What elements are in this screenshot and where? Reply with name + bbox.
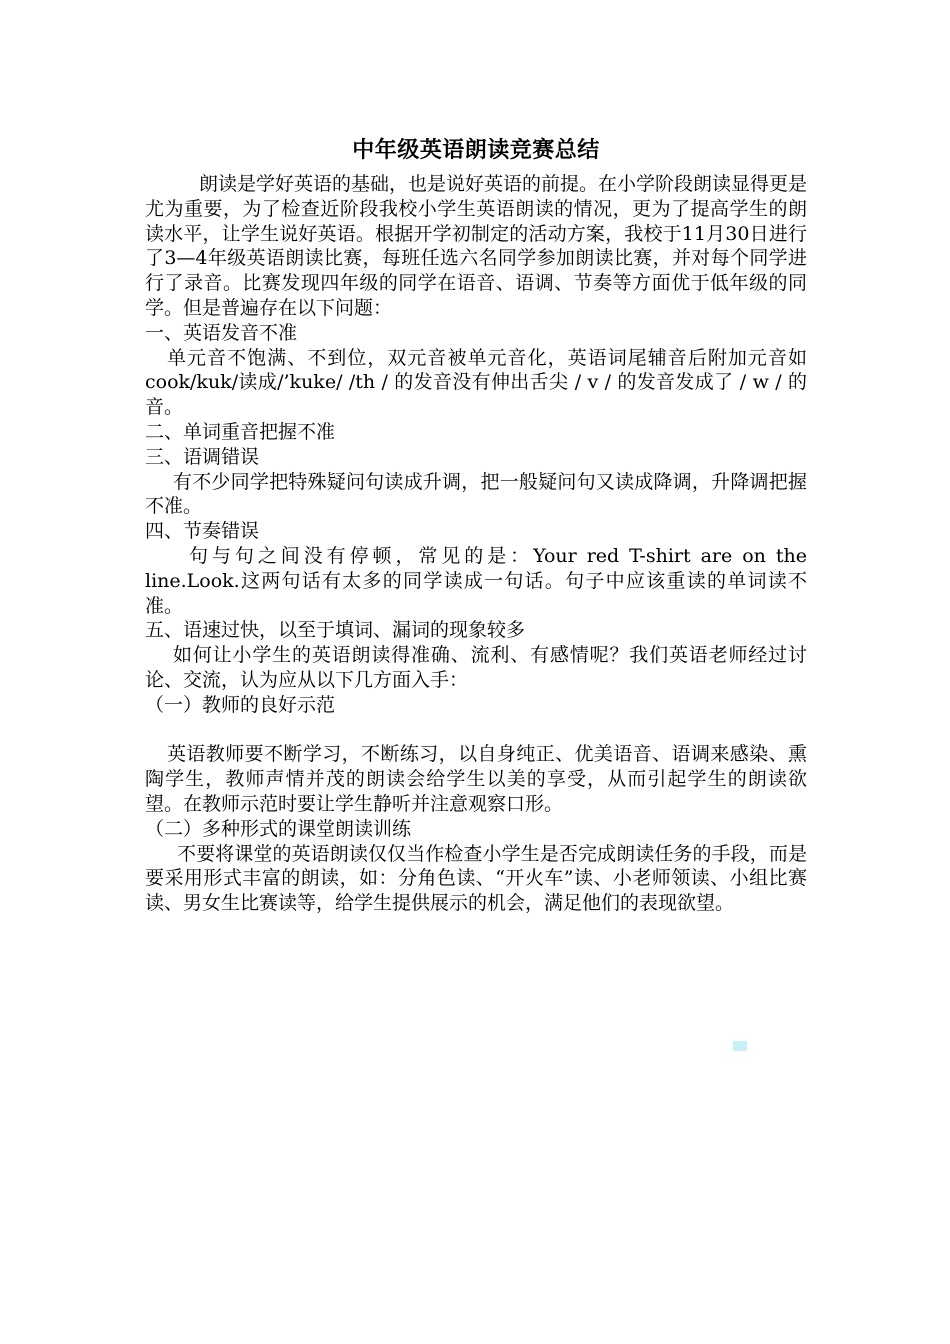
section-heading-5: 五、语速过快，以至于填词、漏词的现象较多 [145, 619, 526, 642]
section-1-body: 单元音不饱满、不到位，双元音被单元音化，英语词尾辅音后附加元音如cook/kuk/读成/’kuke/ /th / 的发音没有伸出舌尖 / v / 的发音发成了 / w / 的音。 [145, 346, 807, 419]
document-page [145, 128, 807, 916]
section-heading-2: 二、单词重音把握不准 [145, 420, 336, 443]
section-4-body: 句与句之间没有停顿，常见的是：Your red T-shirt are on the line.Look.这两句话有太多的同学读成一句话。句子中应该重读的单词读不准。 [145, 544, 807, 617]
section-3-body: 有不少同学把特殊疑问句读成升调，把一般疑问句又读成降调，升降调把握不准。 [145, 470, 807, 518]
methods-intro: 如何让小学生的英语朗读得准确、流利、有感情呢？我们英语老师经过讨论、交流，认为应从以下几方面入手： [145, 644, 807, 691]
section-heading-1: 一、英语发音不准 [145, 321, 298, 344]
intro-paragraph: 朗读是学好英语的基础，也是说好英语的前提。在小学阶段朗读显得更是尤为重要，为了检查近阶段我校小学生英语朗读的情况，更为了提高学生的朗读水平，让学生说好英语。根据开学初制定的活动方案，我校于11月30日进行了3—4年级英语朗读比赛，每班任选六名同学参加朗读比赛，并对每个同学进行了录音。比赛发现四年级的同学在语音、语调、节奏等方面优于低年级的同学。但是普遍存在以下问题： [145, 173, 808, 319]
document-title: 中年级英语朗读竞赛总结 [352, 137, 600, 163]
method-1-body: 英语教师要不断学习，不断练习，以自身纯正、优美语音、语调来感染、熏陶学生，教师声情并茂的朗读会给学生以美的享受，从而引起学生的朗读欲望。在教师示范时要让学生静听并注意观察口形。 [145, 743, 807, 815]
section-heading-4: 四、节奏错误 [145, 520, 260, 543]
blank-line [145, 718, 807, 743]
highlight-marker [733, 1041, 747, 1051]
section-heading-3: 三、语调错误 [145, 445, 260, 468]
method-2-body: 不要将课堂的英语朗读仅仅当作检查小学生是否完成朗读任务的手段，而是要采用形式丰富的朗读，如：分角色读、“开火车”读、小老师领读、小组比赛读、男女生比赛读等，给学生提供展示的机会，满足他们的表现欲望。 [145, 842, 807, 915]
method-heading-2: （二）多种形式的课堂朗读训练 [145, 817, 412, 840]
method-heading-1: （一）教师的良好示范 [145, 693, 336, 716]
